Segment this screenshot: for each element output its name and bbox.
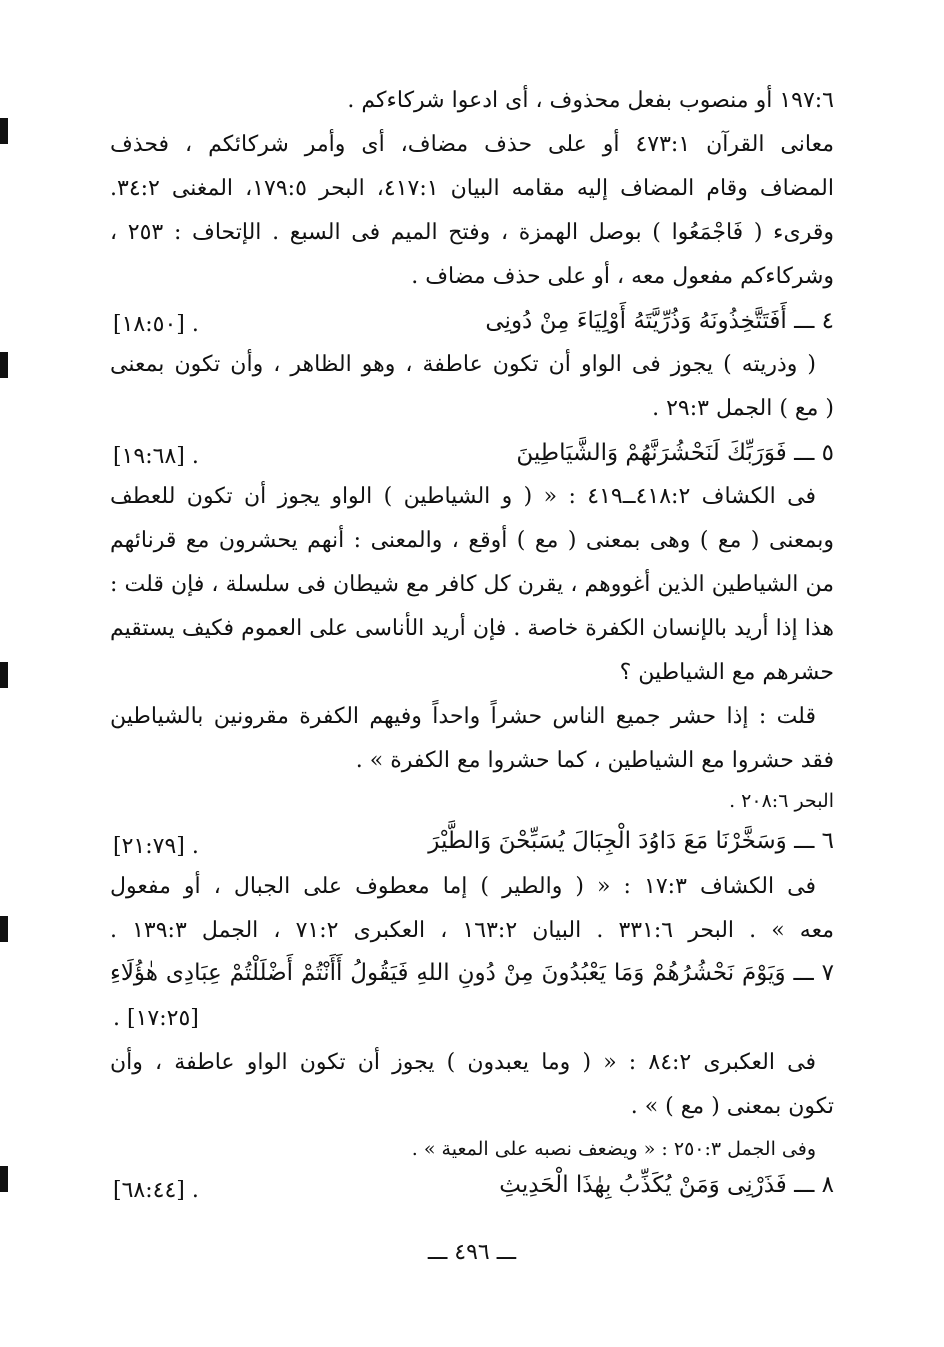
verse-reference: [٢١:٧٩] .: [113, 834, 199, 859]
verse-reference: [١٨:٥٠] .: [113, 312, 199, 337]
text-line: المضاف وقام المضاف إليه مقامه البيان ٤١٧:١، البحر ١٧٩:٥، المغنى ٣٤:٢.: [110, 176, 834, 201]
text-line: وفى الجمل ٢٥٠:٣ : « ويضعف نصبه على المعية » .: [411, 1138, 816, 1160]
text-line: ١٩٧:٦ أو منصوب بفعل محذوف ، أى ادعوا شركاءكم .: [347, 88, 834, 113]
text-line: هذا إذا أريد بالإنسان الكفرة خاصة . فإن أريد الأناسى على العموم فكيف يستقيم: [110, 616, 834, 641]
verse-reference: [١٩:٦٨] .: [113, 444, 199, 469]
text-line: وشركاءكم مفعول معه ، أو على حذف مضاف .: [411, 264, 834, 289]
text-line: حشرهم مع الشياطين ؟: [619, 660, 834, 685]
text-line: معه » . البحر ٣٣١:٦ . البيان ١٦٣:٢ ، العكبرى ٧١:٢ ، الجمل ١٣٩:٣ .: [110, 918, 834, 943]
verse-line: ٧ ـــ وَيَوْمَ نَحْشُرُهُمْ وَمَا يَعْبُدُونَ مِنْ دُونِ اللهِ فَيَقُولُ أَأَنْتُمْ أَضْلَلْتُمْ عِبَادِى هٰؤُلَاءِ: [110, 960, 834, 986]
text-line: فى الكشاف ٤١٨:٢ــ٤١٩ : « ( و الشياطين ) الواو يجوز أن تكون للعطف: [110, 484, 816, 509]
text-line: من الشياطين الذين أغووهم ، يقرن كل كافر مع شيطان فى سلسلة ، فإن قلت :: [110, 572, 834, 597]
verse-line: ٥ ـــ فَوَرَبِّكَ لَنَحْشُرَنَّهُمْ وَالشَّيَاطِينَ: [516, 440, 834, 466]
page-edge-mark: [0, 916, 8, 942]
verse-reference: [٦٨:٤٤] .: [113, 1178, 199, 1203]
page-number: ـــ ٤٩٦ ـــ: [427, 1240, 517, 1265]
text-line: البحر ٢٠٨:٦ .: [729, 790, 834, 812]
verse-line: ٨ ـــ فَذَرْنِى وَمَنْ يُكَذِّبُ بِهٰذَا الْحَدِيثِ: [499, 1172, 834, 1198]
verse-line: ٤ ـــ أَفَتَتَّخِذُونَهُ وَذُرِّيَّتَهُ أَوْلِيَاءَ مِنْ دُونِى: [485, 308, 834, 334]
page-edge-mark: [0, 662, 8, 688]
text-line: ( مع ) الجمل ٢٩:٣ .: [652, 396, 834, 421]
verse-reference: . [١٧:٢٥]: [113, 1006, 199, 1031]
text-line: معانى القرآن ٤٧٣:١ أو على حذف مضاف، أى وأمر شركائكم ، فحذف: [110, 132, 834, 157]
page-edge-mark: [0, 118, 8, 144]
text-line: تكون بمعنى ( مع ) » .: [630, 1094, 834, 1119]
page-edge-mark: [0, 352, 8, 378]
text-line: فى الكشاف ١٧:٣ : « ( والطير ) إما معطوف على الجبال ، أو مفعول: [110, 874, 816, 899]
page-edge-mark: [0, 1166, 8, 1192]
text-line: وبمعنى ( مع ) وهى بمعنى ( مع ) أوقع ، والمعنى : أنهم يحشرون مع قرنائهم: [110, 528, 834, 553]
text-line: وقرىء ( فَاجْمَعُوا ) بوصل الهمزة ، وفتح الميم فى السبع . الإتحاف : ٢٥٣ ،: [110, 220, 834, 245]
verse-line: ٦ ـــ وَسَخَّرْنَا مَعَ دَاوُدَ الْجِبَالَ يُسَبِّحْنَ وَالطَّيْرَ: [428, 828, 834, 854]
text-line: ( وذريته ) يجوز فى الواو أن تكون عاطفة ، وهو الظاهر ، وأن تكون بمعنى: [110, 352, 816, 377]
text-line: فى العكبرى ٨٤:٢ : « ( وما يعبدون ) يجوز أن تكون الواو عاطفة ، وأن: [110, 1050, 816, 1075]
text-line: قلت : إذا حشر جميع الناس حشراً واحداً وفيهم الكفرة مقرونين بالشياطين: [110, 704, 816, 729]
text-line: فقد حشروا مع الشياطين ، كما حشروا مع الكفرة » .: [355, 748, 834, 773]
